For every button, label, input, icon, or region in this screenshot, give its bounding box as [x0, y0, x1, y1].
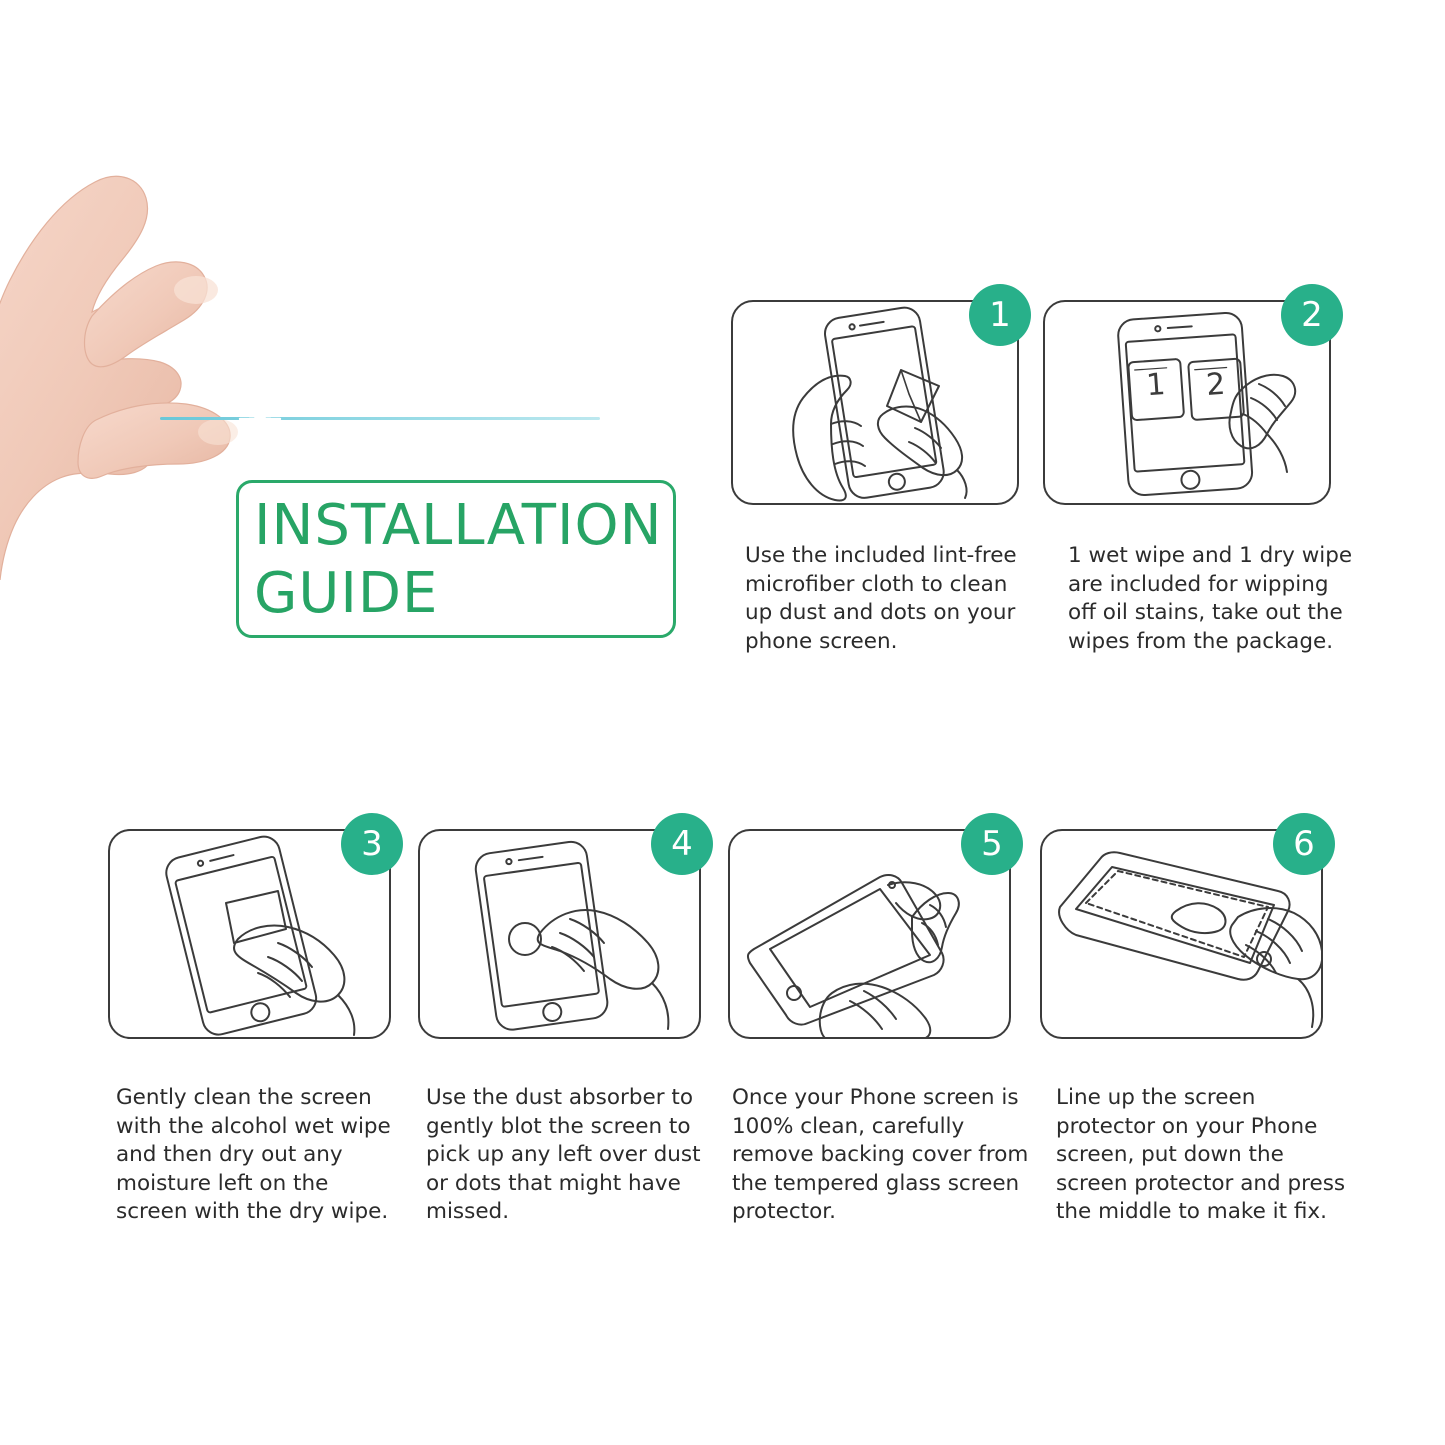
sparkle-icon [238, 397, 282, 441]
step-6-number-badge: 6 [1273, 813, 1335, 875]
tempered-glass-sheet [160, 417, 600, 420]
step-1-illustration-card [731, 295, 1019, 505]
svg-text:2: 2 [1205, 366, 1227, 403]
step-4-caption: Use the dust absorber to gently blot the screen to pick up any left over dust or dots that might have missed. [426, 1085, 701, 1225]
step-1-caption: Use the included lint-free microfiber cloth to clean up dust and dots on your phone screen. [745, 543, 1017, 654]
step-4 [418, 824, 701, 1225]
step-4-number-badge: 4 [651, 813, 713, 875]
step-2-illustration-card [1043, 295, 1331, 505]
step-6-caption: Line up the screen protector on your Phone screen, put down the screen protector and press the middle to make it fix. [1056, 1085, 1346, 1225]
step-4-illustration-card [418, 824, 701, 1039]
step-3 [108, 824, 391, 1225]
step-2 [1043, 295, 1353, 654]
step-5 [728, 824, 1029, 1225]
step-6 [1040, 824, 1346, 1225]
title-line-1: INSTALLATION [254, 493, 663, 558]
step-2-caption: 1 wet wipe and 1 dry wipe are included for wipping off oil stains, take out the wipes from the package. [1068, 543, 1353, 654]
title-line-2: GUIDE [254, 561, 439, 627]
step-5-illustration-card [728, 824, 1011, 1039]
step-2-number-badge: 2 [1281, 284, 1343, 346]
step-3-illustration-card [108, 824, 391, 1039]
svg-text:1: 1 [1145, 366, 1167, 404]
step-5-caption: Once your Phone screen is 100% clean, carefully remove backing cover from the tempered glass screen protector. [732, 1085, 1029, 1225]
step-5-number-badge: 5 [961, 813, 1023, 875]
step-1 [731, 295, 1019, 654]
step-6-illustration-card [1040, 824, 1323, 1039]
step-1-number-badge: 1 [969, 284, 1031, 346]
step-3-number-badge: 3 [341, 813, 403, 875]
step-3-caption: Gently clean the screen with the alcohol wet wipe and then dry out any moisture left on the screen with the dry wipe. [116, 1085, 391, 1225]
page-title [254, 492, 674, 629]
